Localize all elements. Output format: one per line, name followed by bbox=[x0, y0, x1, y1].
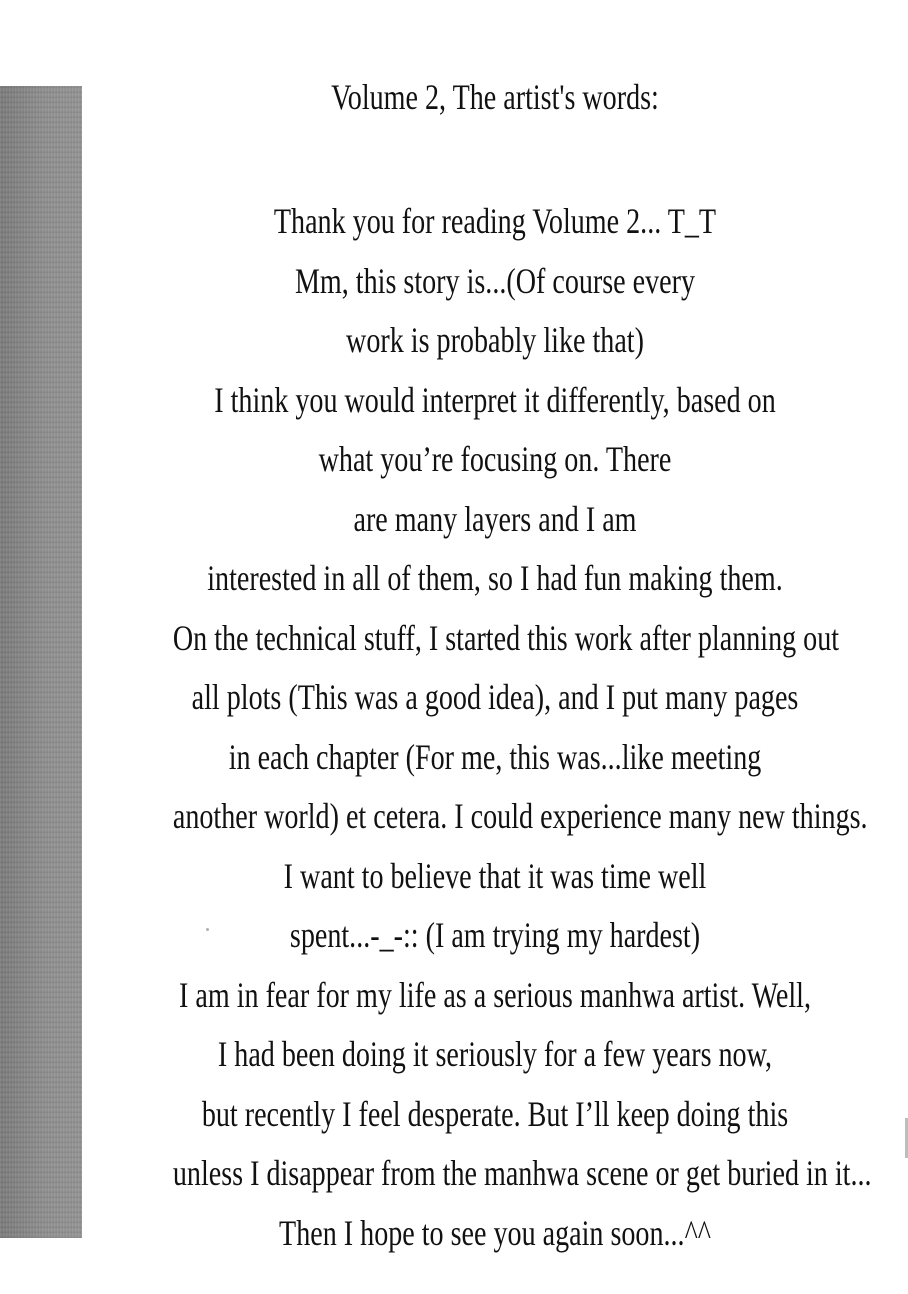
body-line: what you’re focusing on. There bbox=[318, 439, 672, 479]
body-line: another world) et cetera. I could experience many new things. bbox=[172, 796, 868, 836]
body-line: work is probably like that) bbox=[346, 320, 644, 360]
body-line: On the technical stuff, I started this work after planning out bbox=[172, 617, 840, 658]
body-line: in each chapter (For me, this was...like meeting bbox=[228, 736, 762, 777]
afterword-text bbox=[82, 72, 908, 1263]
body-line: Then I hope to see you again soon...^^ bbox=[279, 1212, 711, 1253]
body-line: I think you would interpret it differently, based on bbox=[214, 379, 776, 420]
afterword-body bbox=[82, 192, 908, 1263]
body-line: interested in all of them, so I had fun making them. bbox=[207, 558, 783, 598]
scanned-page-gutter bbox=[0, 86, 82, 1238]
body-line: unless I disappear from the manhwa scene or get buried in it... bbox=[172, 1153, 872, 1193]
body-line: but recently I feel desperate. But I’ll keep doing this bbox=[201, 1093, 789, 1134]
body-line: Thank you for reading Volume 2... T_T bbox=[273, 201, 717, 241]
body-line: I had been doing it seriously for a few years now, bbox=[217, 1034, 773, 1074]
body-line: spent...-_-:: (I am trying my hardest) bbox=[289, 915, 701, 955]
body-line: Mm, this story is...(Of course every bbox=[294, 260, 696, 301]
body-line: are many layers and I am bbox=[353, 498, 637, 539]
afterword-title: Volume 2, The artist's words: bbox=[331, 77, 659, 117]
body-line: I am in fear for my life as a serious manhwa artist. Well, bbox=[179, 974, 811, 1015]
body-line: all plots (This was a good idea), and I put many pages bbox=[191, 677, 799, 717]
body-line: I want to believe that it was time well bbox=[283, 855, 707, 896]
